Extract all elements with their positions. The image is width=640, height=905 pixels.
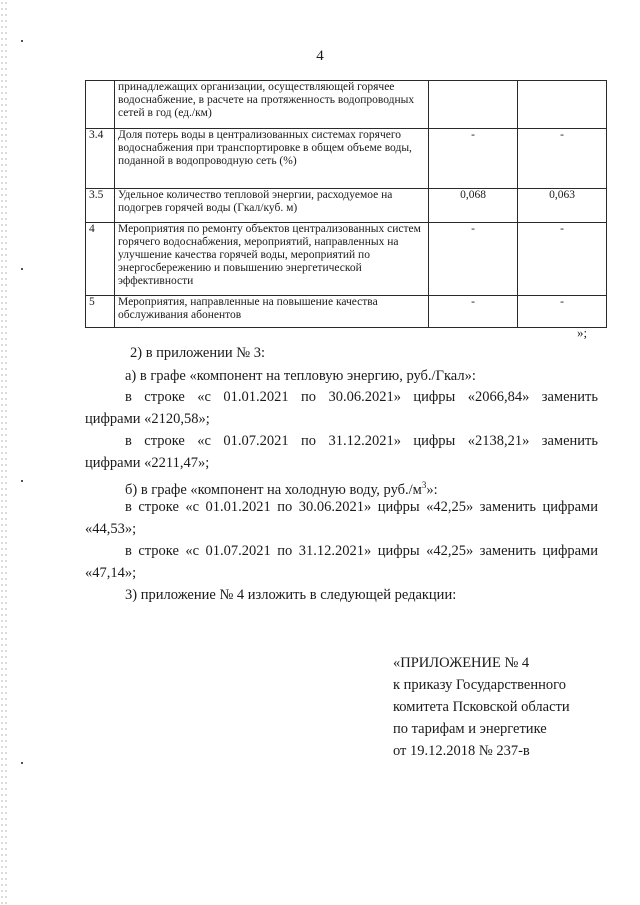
- value-cell-2: -: [518, 296, 607, 328]
- appendix-header: [393, 652, 570, 762]
- value-cell-2: -: [518, 129, 607, 189]
- scan-margin-mark: [21, 762, 23, 764]
- paragraph-item-2: 2) в приложении № 3:: [130, 345, 265, 361]
- appendix-line: к приказу Государственного: [393, 677, 566, 693]
- row-number: 5: [86, 296, 115, 328]
- row-number: [86, 81, 115, 129]
- paragraph-subitem-b: [125, 476, 438, 499]
- row-description: принадлежащих организации, осуществляющей горячее водоснабжение, в расчете на протяженность водопроводных сетей в год (ед./км): [115, 81, 429, 129]
- value-cell-1: 0,068: [429, 189, 518, 223]
- row-description: Мероприятия по ремонту объектов централизованных систем горячего водоснабжения, мероприятий, направленных на улучшение качества горячей воды, мероприятий по энергосбережению и повышению энергетической эффективности: [115, 223, 429, 296]
- row-number: 3.4: [86, 129, 115, 189]
- paragraph-line: цифрами «2211,47»;: [85, 455, 210, 471]
- scan-margin-mark: [21, 480, 23, 482]
- appendix-line: от 19.12.2018 № 237-в: [393, 743, 530, 759]
- value-cell-1: -: [429, 129, 518, 189]
- value-cell-1: -: [429, 296, 518, 328]
- table-row: [86, 296, 607, 328]
- scan-margin-noise: [0, 0, 9, 905]
- value-cell-1: [429, 81, 518, 129]
- paragraph-line: в строке «с 01.01.2021 по 30.06.2021» цифры «42,25» заменить цифрами: [125, 499, 598, 515]
- table-row: [86, 189, 607, 223]
- row-description: Доля потерь воды в централизованных системах горячего водоснабжения при транспортировке в общем объеме воды, поданной в водопроводную сеть (%): [115, 129, 429, 189]
- page-number: 4: [316, 48, 324, 64]
- appendix-line: по тарифам и энергетике: [393, 721, 547, 737]
- row-description: Удельное количество тепловой энергии, расходуемое на подогрев горячей воды (Гкал/куб. м): [115, 189, 429, 223]
- paragraph-subitem-b-end: »:: [426, 481, 438, 498]
- paragraph-item-3: 3) приложение № 4 изложить в следующей редакции:: [125, 587, 457, 603]
- paragraph-line: в строке «с 01.01.2021 по 30.06.2021» цифры «2066,84» заменить: [125, 389, 598, 405]
- scan-margin-mark: [21, 268, 23, 270]
- indicator-table: [85, 80, 607, 328]
- paragraph-line: «44,53»;: [85, 521, 137, 537]
- value-cell-2: [518, 81, 607, 129]
- appendix-title: «ПРИЛОЖЕНИЕ № 4: [393, 655, 530, 671]
- paragraph-line: в строке «с 01.07.2021 по 31.12.2021» цифры «2138,21» заменить: [125, 433, 598, 449]
- paragraph-line: в строке «с 01.07.2021 по 31.12.2021» цифры «42,25» заменить цифрами: [125, 543, 598, 559]
- value-cell-2: 0,063: [518, 189, 607, 223]
- row-number: 4: [86, 223, 115, 296]
- value-cell-2: -: [518, 223, 607, 296]
- table-closing-quote: »;: [577, 325, 588, 340]
- paragraph-subitem-a: а) в графе «компонент на тепловую энергию, руб./Гкал»:: [125, 368, 476, 384]
- paragraph-subitem-b-text: б) в графе «компонент на холодную воду, руб./м: [125, 481, 422, 498]
- table-row: [86, 129, 607, 189]
- scan-margin-mark: [21, 40, 23, 42]
- row-description: Мероприятия, направленные на повышение качества обслуживания абонентов: [115, 296, 429, 328]
- unit-superscript: 3: [421, 480, 427, 490]
- table-row: [86, 81, 607, 129]
- paragraph-line: «47,14»;: [85, 565, 137, 581]
- table-row: [86, 223, 607, 296]
- appendix-line: комитета Псковской области: [393, 699, 570, 715]
- row-number: 3.5: [86, 189, 115, 223]
- value-cell-1: -: [429, 223, 518, 296]
- paragraph-line: цифрами «2120,58»;: [85, 411, 210, 427]
